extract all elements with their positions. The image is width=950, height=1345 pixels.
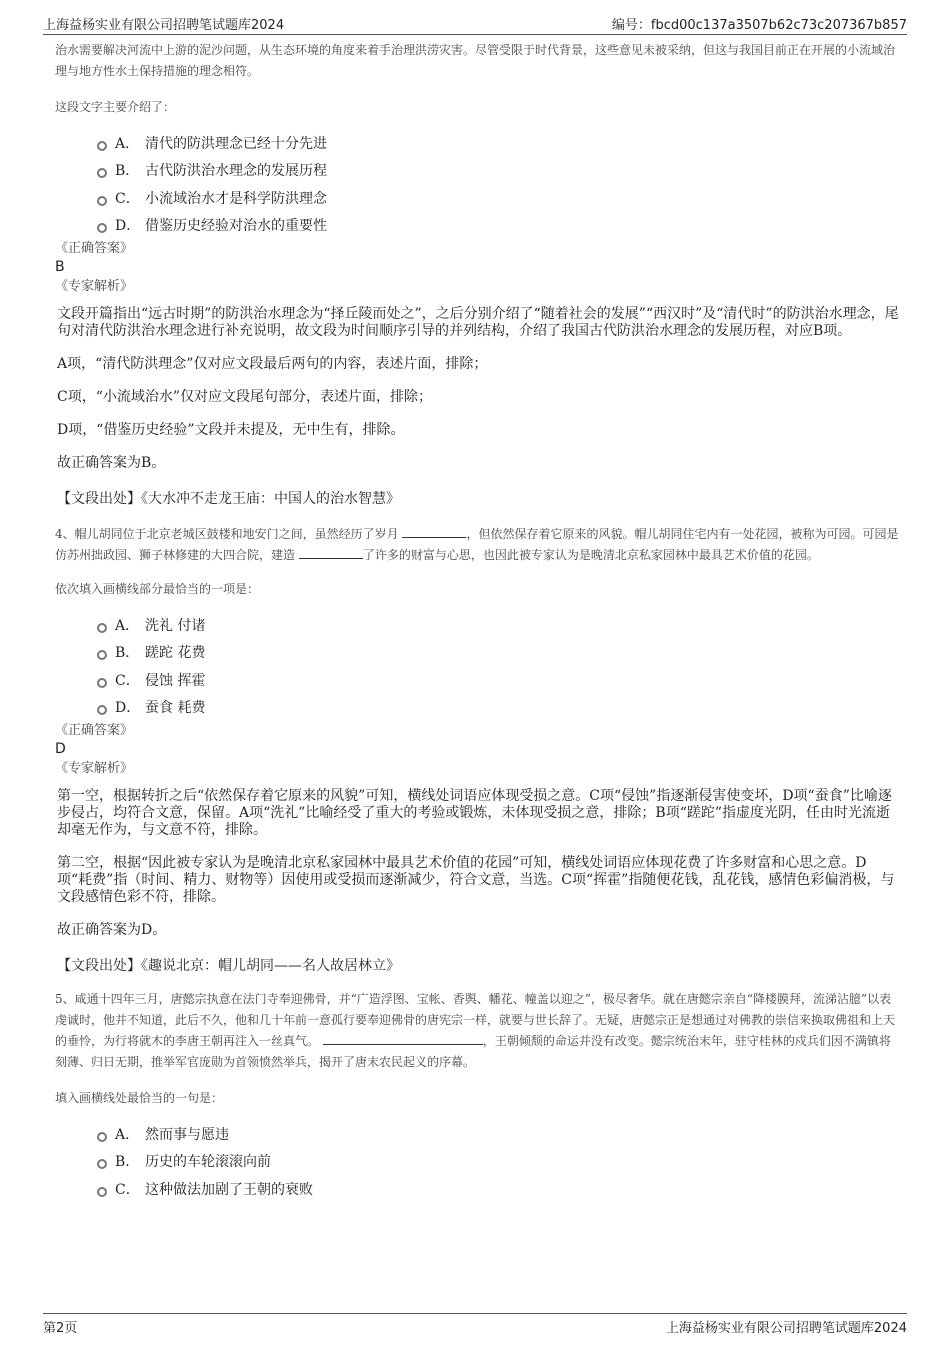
q3-prompt: 这段文字主要介绍了： <box>55 100 176 114</box>
q5-prompt: 填入画横线处最恰当的一句是： <box>55 1091 224 1105</box>
radio-icon[interactable] <box>97 678 107 688</box>
q4-option-c[interactable]: C． 侵蚀 挥霍 <box>97 666 900 694</box>
q3-option-d[interactable]: D． 借鉴历史经验对治水的重要性 <box>97 212 900 240</box>
q4-analysis-para: 故正确答案为D。 <box>57 922 167 938</box>
radio-icon[interactable] <box>97 168 107 178</box>
q4-prompt: 依次填入画横线部分最恰当的一项是： <box>55 582 260 596</box>
q3-option-b[interactable]: B． 古代防洪治水理念的发展历程 <box>97 157 900 185</box>
q3-passage: 治水需要解决河流中上游的泥沙问题，从生态环境的角度来着手治理洪涝灾害。尽管受限于时代背景，这些意见未被采纳，但这与我国目前正在开展的小流域治理与地方性水土保持措施的理念相符。 <box>55 43 896 78</box>
q3-answer-label: 《正确答案》 <box>55 241 134 256</box>
q5-option-a[interactable]: A． 然而事与愿违 <box>97 1120 900 1148</box>
q4-analysis-label: 《专家解析》 <box>55 761 134 776</box>
q5-option-b[interactable]: B． 历史的车轮滚滚向前 <box>97 1148 900 1176</box>
q3-analysis-para: D项，“借鉴历史经验”文段并未提及，无中生有，排除。 <box>57 422 405 438</box>
q3-options <box>97 129 900 239</box>
radio-icon[interactable] <box>97 223 107 233</box>
radio-icon[interactable] <box>97 141 107 151</box>
radio-icon[interactable] <box>97 650 107 660</box>
q3-option-c[interactable]: C． 小流域治水才是科学防洪理念 <box>97 184 900 212</box>
q4-analysis-para: 第二空，根据“因此被专家认为是晚清北京私家园林中最具艺术价值的花园”可知，横线处词语应体现花费了许多财富和心思之意。D项“耗费”指（时间、精力、财物等）因使用或受损而逐渐减少，符合文意，当选。C项“挥霍”指随便花钱，乱花钱，感情色彩偏消极，与文段感情色彩不符，排除。 <box>57 855 895 905</box>
fill-blank <box>299 558 363 559</box>
q3-analysis-para: A项，“清代防洪理念”仅对应文段最后两句的内容，表述片面，排除； <box>57 356 488 372</box>
radio-icon[interactable] <box>97 196 107 206</box>
q3-analysis-para: 文段开篇指出“远古时期”的防洪治水理念为“择丘陵而处之”，之后分别介绍了“随着社会的发展”“西汉时”及“清代时”的防洪治水理念，尾句对清代防洪治水理念进行补充说明，故文段为时间顺序引导的并列结构，介绍了我国古代防洪治水理念的发展历程，对应B项。 <box>57 306 899 339</box>
q4-option-d[interactable]: D． 蚕食 耗费 <box>97 694 900 722</box>
q3-answer: B <box>55 259 65 275</box>
footer-page-number: 第2页 <box>43 1321 78 1336</box>
page-content <box>55 40 900 1203</box>
q5-options <box>97 1120 900 1203</box>
radio-icon[interactable] <box>97 1187 107 1197</box>
q3-source: 【文段出处】《大水冲不走龙王庙：中国人的治水智慧》 <box>57 491 400 507</box>
page-footer <box>43 1313 907 1336</box>
q3-analysis-label: 《专家解析》 <box>55 279 134 294</box>
q3-option-a[interactable]: A． 清代的防洪理念已经十分先进 <box>97 129 900 157</box>
radio-icon[interactable] <box>97 623 107 633</box>
page-header <box>43 12 907 35</box>
radio-icon[interactable] <box>97 1132 107 1142</box>
q4-answer-label: 《正确答案》 <box>55 723 134 738</box>
q4-passage: 4、帽儿胡同位于北京老城区鼓楼和地安门之间，虽然经历了岁月 ，但依然保存着它原来的风貌。帽儿胡同住宅内有一处花园，被称为可园。可园是仿苏州拙政园、狮子林修建的大四合院，建造 了许多的财富与心思，也因此被专家认为是晚清北京私家园林中最具艺术价值的花园。 <box>55 527 899 562</box>
radio-icon[interactable] <box>97 705 107 715</box>
q3-analysis-para: 故正确答案为B。 <box>57 455 166 471</box>
q4-source: 【文段出处】《趣说北京：帽儿胡同——名人故居林立》 <box>57 958 400 974</box>
q5-option-c[interactable]: C． 这种做法加剧了王朝的衰败 <box>97 1175 900 1203</box>
q4-analysis-para: 第一空，根据转折之后“依然保存着它原来的风貌”可知，横线处词语应体现受损之意。C项“侵蚀”指逐渐侵害使变坏，D项“蚕食”比喻逐步侵占，均符合文意，保留。A项“洗礼”比喻经受了重大的考验或锻炼，未体现受损之意，排除；B项“蹉跎”指虚度光阴，任由时光流逝却毫无作为，与文意不符，排除。 <box>57 788 892 838</box>
q3-analysis-para: C项，“小流域治水”仅对应文段尾句部分，表述片面，排除； <box>57 389 433 405</box>
header-doc-id: 编号：fbcd00c137a3507b62c73c207367b857 <box>611 18 907 33</box>
fill-blank <box>402 537 466 538</box>
q4-option-a[interactable]: A． 洗礼 付诸 <box>97 611 900 639</box>
q4-answer: D <box>55 741 66 757</box>
q4-option-b[interactable]: B． 蹉跎 花费 <box>97 639 900 667</box>
radio-icon[interactable] <box>97 1159 107 1169</box>
header-title: 上海益杨实业有限公司招聘笔试题库2024 <box>43 18 285 33</box>
q4-options <box>97 611 900 721</box>
q5-passage: 5、咸通十四年三月，唐懿宗执意在法门寺奉迎佛骨，并“广造浮图、宝帐、香舆、幡花、幢盖以迎之”，极尽奢华。就在唐懿宗亲自“降楼膜拜，流涕沾臆”以表虔诚时，他并不知道，此后不久，他和几十年前一意孤行要奉迎佛骨的唐宪宗一样，就要与世长辞了。无疑，唐懿宗正是想通过对佛教的崇信来换取佛祖和上天的垂怜，为行将就木的李唐王朝再注入一丝真气。 ，王朝倾颓的命运并没有改变。懿宗统治末年，驻守桂林的戍兵们因不满镇将刻薄、归日无期，推举军官庞勋为首领愤然举兵，揭开了唐末农民起义的序幕。 <box>55 992 896 1069</box>
fill-blank <box>323 1044 483 1045</box>
footer-title: 上海益杨实业有限公司招聘笔试题库2024 <box>665 1321 907 1336</box>
